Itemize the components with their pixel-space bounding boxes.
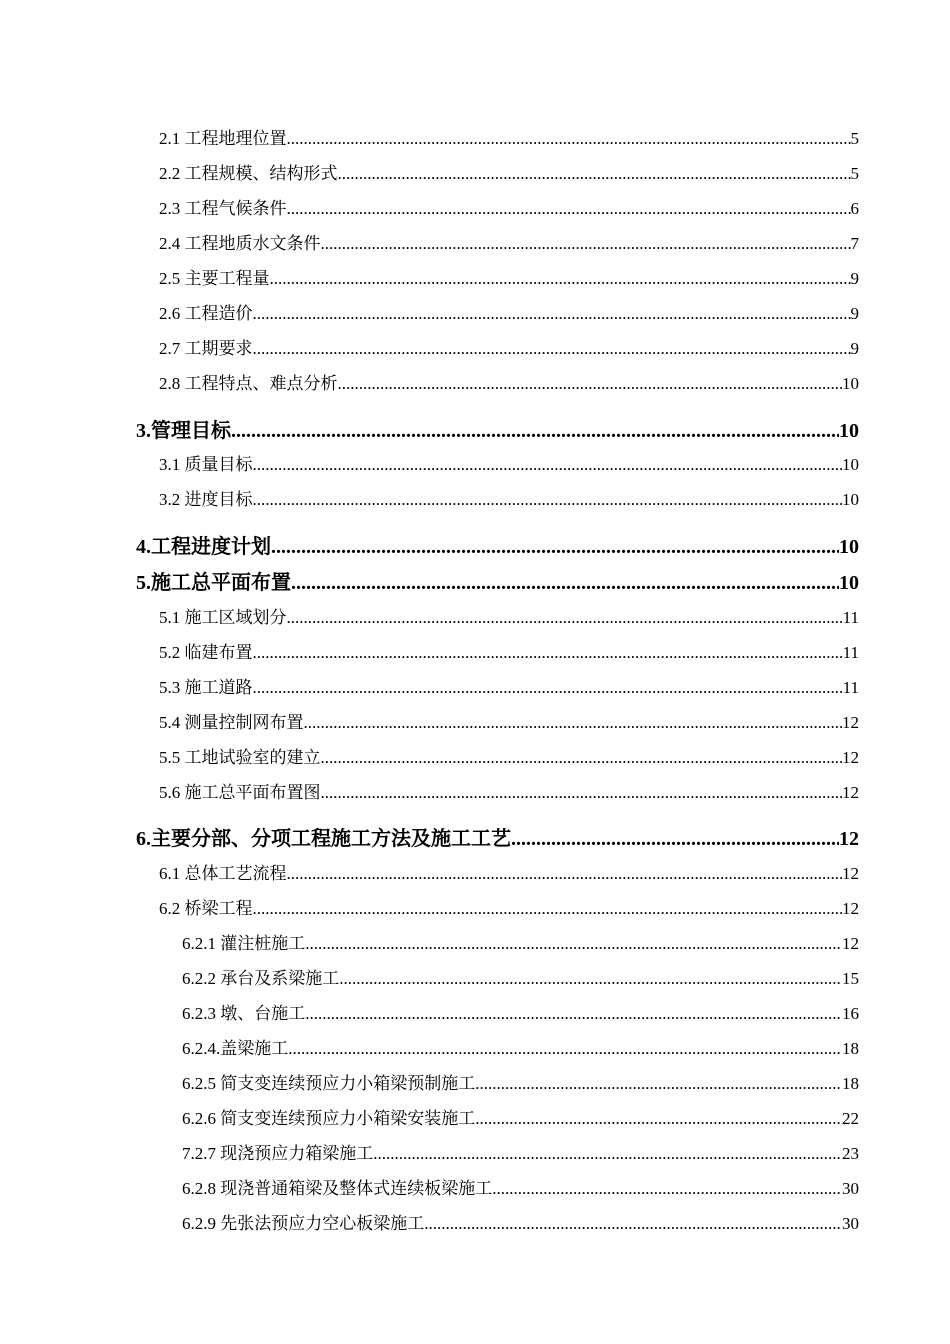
toc-subentry-page: 15 bbox=[842, 969, 859, 988]
toc-entry-title: 2.3 工程气候条件 bbox=[159, 199, 287, 218]
dot-leader bbox=[321, 747, 843, 769]
dot-leader bbox=[231, 418, 839, 444]
dot-leader bbox=[305, 933, 842, 955]
dot-leader bbox=[291, 570, 839, 596]
toc-subentry-page: 22 bbox=[842, 1109, 859, 1128]
toc-chapter-title: 3.管理目标 bbox=[136, 420, 231, 442]
dot-leader bbox=[253, 303, 851, 325]
toc-subentry-page: 18 bbox=[842, 1039, 859, 1058]
toc-chapter-page: 10 bbox=[839, 420, 859, 442]
toc-entry-page: 10 bbox=[842, 490, 859, 509]
toc-chapter-title: 6.主要分部、分项工程施工方法及施工工艺 bbox=[136, 828, 511, 850]
toc-subentry[interactable] bbox=[182, 1143, 859, 1165]
toc-chapter-title: 5.施工总平面布置 bbox=[136, 572, 291, 594]
dot-leader bbox=[287, 198, 851, 220]
dot-leader bbox=[253, 642, 843, 664]
toc-entry[interactable] bbox=[159, 163, 859, 185]
dot-leader bbox=[253, 489, 843, 511]
dot-leader bbox=[287, 607, 843, 629]
toc-entry-title: 2.4 工程地质水文条件 bbox=[159, 234, 321, 253]
toc-entry-page: 9 bbox=[850, 269, 859, 288]
toc-subentry-title: 6.2.9 先张法预应力空心板梁施工 bbox=[182, 1214, 425, 1233]
toc-subentry-page: 18 bbox=[842, 1074, 859, 1093]
toc-entry-title: 6.2 桥梁工程 bbox=[159, 899, 253, 918]
toc-subentry-title: 6.2.6 简支变连续预应力小箱梁安装施工 bbox=[182, 1109, 476, 1128]
toc-subentry-page: 30 bbox=[842, 1179, 859, 1198]
toc-subentry[interactable] bbox=[182, 1178, 859, 1200]
toc-entry[interactable] bbox=[159, 128, 859, 150]
toc-entry[interactable] bbox=[159, 677, 859, 699]
dot-leader bbox=[492, 1178, 842, 1200]
toc-subentry-title: 6.2.5 简支变连续预应力小箱梁预制施工 bbox=[182, 1074, 476, 1093]
toc-chapter[interactable] bbox=[136, 826, 859, 852]
toc-entry-title: 5.1 施工区域划分 bbox=[159, 608, 287, 627]
dot-leader bbox=[424, 1213, 842, 1235]
toc-entry-title: 3.2 进度目标 bbox=[159, 490, 253, 509]
toc-entry-title: 5.6 施工总平面布置图 bbox=[159, 783, 321, 802]
toc-entry[interactable] bbox=[159, 268, 859, 290]
toc-entry[interactable] bbox=[159, 198, 859, 220]
toc-entry-page: 11 bbox=[842, 643, 859, 662]
dot-leader bbox=[339, 968, 842, 990]
toc-entry[interactable] bbox=[159, 454, 859, 476]
dot-leader bbox=[511, 826, 839, 852]
toc-chapter-page: 10 bbox=[839, 536, 859, 558]
toc-entry-page: 9 bbox=[850, 304, 859, 323]
toc-subentry-title: 6.2.1 灌注桩施工 bbox=[182, 934, 306, 953]
dot-leader bbox=[271, 534, 839, 560]
dot-leader bbox=[373, 1143, 842, 1165]
toc-subentry-page: 23 bbox=[842, 1144, 859, 1163]
toc-entry-title: 2.5 主要工程量 bbox=[159, 269, 270, 288]
toc-subentry[interactable] bbox=[182, 1038, 859, 1060]
dot-leader bbox=[253, 898, 843, 920]
toc-entry[interactable] bbox=[159, 863, 859, 885]
toc-entry-page: 5 bbox=[850, 164, 859, 183]
toc-entry-title: 5.5 工地试验室的建立 bbox=[159, 748, 321, 767]
toc-entry[interactable] bbox=[159, 338, 859, 360]
toc-entry[interactable] bbox=[159, 489, 859, 511]
dot-leader bbox=[304, 712, 843, 734]
dot-leader bbox=[475, 1073, 842, 1095]
toc-chapter[interactable] bbox=[136, 570, 859, 596]
toc-entry[interactable] bbox=[159, 373, 859, 395]
toc-entry-title: 5.3 施工道路 bbox=[159, 678, 253, 697]
toc-entry-page: 6 bbox=[850, 199, 859, 218]
toc-entry[interactable] bbox=[159, 782, 859, 804]
toc-entry-title: 2.1 工程地理位置 bbox=[159, 129, 287, 148]
toc-entry-page: 10 bbox=[842, 455, 859, 474]
toc-entry-title: 2.2 工程规模、结构形式 bbox=[159, 164, 338, 183]
dot-leader bbox=[475, 1108, 842, 1130]
toc-subentry[interactable] bbox=[182, 1213, 859, 1235]
toc-entry-page: 11 bbox=[842, 608, 859, 627]
toc-subentry-title: 6.2.2 承台及系梁施工 bbox=[182, 969, 340, 988]
dot-leader bbox=[270, 268, 851, 290]
dot-leader bbox=[305, 1003, 842, 1025]
dot-leader bbox=[287, 128, 851, 150]
toc-chapter[interactable] bbox=[136, 534, 859, 560]
toc-entry-title: 2.7 工期要求 bbox=[159, 339, 253, 358]
toc-chapter[interactable] bbox=[136, 418, 859, 444]
toc-entry-page: 11 bbox=[842, 678, 859, 697]
toc-subentry-page: 12 bbox=[842, 934, 859, 953]
toc-chapter-page: 12 bbox=[839, 828, 859, 850]
toc-entry-page: 9 bbox=[850, 339, 859, 358]
dot-leader bbox=[287, 863, 843, 885]
toc-entry-page: 12 bbox=[842, 783, 859, 802]
toc-entry-page: 7 bbox=[850, 234, 859, 253]
toc-subentry[interactable] bbox=[182, 1073, 859, 1095]
dot-leader bbox=[338, 373, 843, 395]
toc-entry-page: 12 bbox=[842, 713, 859, 732]
toc-chapter-title: 4.工程进度计划 bbox=[136, 536, 271, 558]
dot-leader bbox=[253, 338, 851, 360]
toc-entry[interactable] bbox=[159, 712, 859, 734]
dot-leader bbox=[321, 782, 843, 804]
toc-entry[interactable] bbox=[159, 607, 859, 629]
dot-leader bbox=[338, 163, 851, 185]
toc-subentry[interactable] bbox=[182, 1003, 859, 1025]
toc-chapter-page: 10 bbox=[839, 572, 859, 594]
toc-entry-title: 6.1 总体工艺流程 bbox=[159, 864, 287, 883]
toc-entry[interactable] bbox=[159, 898, 859, 920]
dot-leader bbox=[321, 233, 851, 255]
toc-subentry-page: 16 bbox=[842, 1004, 859, 1023]
toc-entry-title: 2.6 工程造价 bbox=[159, 304, 253, 323]
toc-entry[interactable] bbox=[159, 303, 859, 325]
toc-entry[interactable] bbox=[159, 233, 859, 255]
toc-entry-title: 5.4 测量控制网布置 bbox=[159, 713, 304, 732]
toc-subentry-title: 6.2.4.盖梁施工 bbox=[182, 1039, 289, 1058]
toc-entry-page: 5 bbox=[850, 129, 859, 148]
toc-subentry-title: 6.2.3 墩、台施工 bbox=[182, 1004, 306, 1023]
toc-subentry-title: 6.2.8 现浇普通箱梁及整体式连续板梁施工 bbox=[182, 1179, 493, 1198]
toc-entry[interactable] bbox=[159, 642, 859, 664]
toc-entry-page: 12 bbox=[842, 899, 859, 918]
toc-entry-page: 12 bbox=[842, 864, 859, 883]
toc-entry[interactable] bbox=[159, 747, 859, 769]
toc-entry-title: 2.8 工程特点、难点分析 bbox=[159, 374, 338, 393]
toc-subentry-title: 7.2.7 现浇预应力箱梁施工 bbox=[182, 1144, 374, 1163]
dot-leader bbox=[253, 454, 843, 476]
dot-leader bbox=[253, 677, 843, 699]
toc-subentry-page: 30 bbox=[842, 1214, 859, 1233]
toc-entry-title: 5.2 临建布置 bbox=[159, 643, 253, 662]
toc-subentry[interactable] bbox=[182, 968, 859, 990]
toc-entry-page: 12 bbox=[842, 748, 859, 767]
toc-subentry[interactable] bbox=[182, 933, 859, 955]
toc-entry-title: 3.1 质量目标 bbox=[159, 455, 253, 474]
toc-entry-page: 10 bbox=[842, 374, 859, 393]
dot-leader bbox=[288, 1038, 842, 1060]
toc-subentry[interactable] bbox=[182, 1108, 859, 1130]
